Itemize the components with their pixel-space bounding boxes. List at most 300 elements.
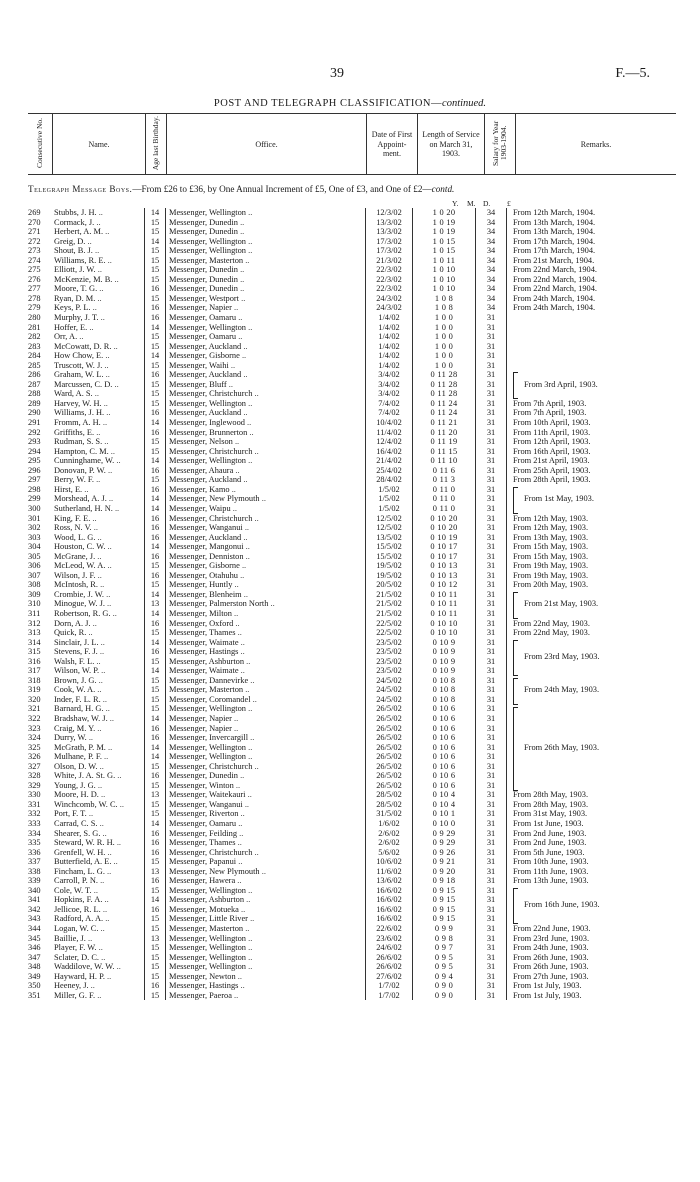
row-service: 0 10 9 xyxy=(413,666,476,676)
row-office: Messenger, Blenheim .. xyxy=(169,589,248,599)
row-number: 302 xyxy=(28,523,41,533)
row-date: 22/3/02 xyxy=(366,265,413,275)
row-office: Messenger, Paeroa .. xyxy=(169,990,239,1000)
row-age: 15 xyxy=(145,256,166,266)
row-remarks: From 11th April, 1903. xyxy=(513,427,591,437)
table-row xyxy=(28,323,676,333)
row-salary: 31 xyxy=(476,437,507,447)
leader-dots: .. xyxy=(104,971,112,981)
row-remarks xyxy=(507,695,677,705)
row-service: 0 9 20 xyxy=(413,867,476,877)
leader-dots: .. xyxy=(104,408,111,418)
row-number: 301 xyxy=(28,513,41,523)
col-age: Age last Birthday. xyxy=(146,114,167,175)
row-salary: 31 xyxy=(476,323,507,333)
row-date: 25/4/02 xyxy=(366,466,413,476)
row-office: Messenger, Oamaru .. xyxy=(169,332,243,342)
row-service: 0 10 6 xyxy=(413,714,476,724)
row-office: Messenger, Wellington .. xyxy=(169,456,253,466)
row-service: 0 10 6 xyxy=(413,704,476,714)
row-salary: 31 xyxy=(476,781,507,791)
row-date: 13/5/02 xyxy=(366,533,413,543)
group-remark: From 16th June, 1903. xyxy=(524,900,600,910)
row-number: 279 xyxy=(28,303,41,313)
leader-dots: .. xyxy=(103,914,110,924)
row-service: 0 10 9 xyxy=(413,657,476,667)
row-age: 15 xyxy=(145,704,166,714)
row-service: 0 9 7 xyxy=(413,943,476,953)
row-name: Craig, M. Y. .. xyxy=(54,723,102,733)
row-age: 16 xyxy=(145,733,166,743)
table-row xyxy=(28,590,676,600)
row-service: 0 11 3 xyxy=(413,475,476,485)
row-remarks: From 13th June, 1903. xyxy=(513,876,589,886)
leader-dots: .. xyxy=(102,895,109,905)
row-service: 0 9 15 xyxy=(413,905,476,915)
row-office: Messenger, Dunedin .. xyxy=(169,217,245,227)
row-service: 0 10 11 xyxy=(413,599,476,609)
table-row xyxy=(28,332,676,342)
row-remarks: From 28th May, 1903. xyxy=(513,790,589,800)
row-salary: 34 xyxy=(476,227,507,237)
leader-dots: .. xyxy=(95,293,102,303)
row-number: 290 xyxy=(28,408,41,418)
row-name: Cormack, J. .. xyxy=(54,217,101,227)
table-row xyxy=(28,218,676,228)
leader-dots: .. xyxy=(237,828,244,838)
row-age: 15 xyxy=(145,380,166,390)
column-header-table xyxy=(28,113,676,175)
leader-dots: .. xyxy=(238,904,246,914)
table-row xyxy=(28,914,676,924)
row-salary: 31 xyxy=(476,809,507,819)
table-row xyxy=(28,571,676,581)
row-number: 282 xyxy=(28,332,41,342)
row-salary: 31 xyxy=(476,313,507,323)
row-name: Quick, R. .. xyxy=(54,628,93,638)
table-row xyxy=(28,399,676,409)
row-service: 0 10 13 xyxy=(413,571,476,581)
row-name: Morshead, A. J. .. xyxy=(54,494,114,504)
row-service: 0 9 9 xyxy=(413,924,476,934)
row-number: 283 xyxy=(28,341,41,351)
row-service: 0 10 11 xyxy=(413,609,476,619)
row-service: 0 11 28 xyxy=(413,389,476,399)
row-remarks xyxy=(507,886,677,896)
row-salary: 34 xyxy=(476,303,507,313)
row-remarks: From 28th May, 1903. xyxy=(513,799,589,809)
row-service: 0 11 15 xyxy=(413,447,476,457)
row-salary: 31 xyxy=(476,934,507,944)
table-row xyxy=(28,943,676,953)
row-remarks: From 21st March, 1904. xyxy=(513,255,595,265)
row-age: 14 xyxy=(145,819,166,829)
row-number: 315 xyxy=(28,647,41,657)
leader-dots: .. xyxy=(86,733,94,743)
row-name: Radford, A. A. .. xyxy=(54,914,110,924)
row-date: 1/4/02 xyxy=(366,332,413,342)
row-remarks xyxy=(507,351,677,361)
row-age: 15 xyxy=(145,265,166,275)
section-text: —From £26 to £36, by One Annual Increment of £5, One of £3, and One of £2— xyxy=(132,184,432,194)
row-name: Keys, P. L. .. xyxy=(54,303,97,313)
row-age: 13 xyxy=(145,867,166,877)
row-name: Elliott, J. W. .. xyxy=(54,265,102,275)
row-remarks: From 10th April, 1903. xyxy=(513,418,591,428)
row-date: 12/5/02 xyxy=(366,514,413,524)
table-row xyxy=(28,303,676,313)
row-age: 15 xyxy=(145,943,166,953)
table-row xyxy=(28,227,676,237)
leader-dots: .. xyxy=(104,589,111,599)
row-date: 2/6/02 xyxy=(366,829,413,839)
row-office: Messenger, Auckland .. xyxy=(169,408,248,418)
row-service: 1 0 20 xyxy=(413,208,476,218)
leader-dots: .. xyxy=(117,799,124,809)
leader-dots: .. xyxy=(91,523,98,533)
row-salary: 31 xyxy=(476,571,507,581)
row-salary: 31 xyxy=(476,351,507,361)
row-salary: 31 xyxy=(476,523,507,533)
row-name: McGrane, J. .. xyxy=(54,551,102,561)
leader-dots: .. xyxy=(243,255,250,265)
row-remarks xyxy=(507,733,677,743)
row-number: 275 xyxy=(28,265,41,275)
row-service: 1 0 11 xyxy=(413,256,476,266)
row-remarks xyxy=(507,638,677,648)
row-remarks: From 21st April, 1903. xyxy=(513,456,590,466)
row-office: Messenger, Hastings .. xyxy=(169,647,245,657)
row-number: 343 xyxy=(28,914,41,924)
row-service: 0 11 28 xyxy=(413,370,476,380)
leader-dots: .. xyxy=(236,313,243,323)
row-service: 0 10 8 xyxy=(413,685,476,695)
row-age: 15 xyxy=(145,332,166,342)
group-brace xyxy=(513,592,518,619)
row-name: Graham, W. L. .. xyxy=(54,370,110,380)
row-date: 1/5/02 xyxy=(366,504,413,514)
row-date: 23/5/02 xyxy=(366,666,413,676)
row-salary: 31 xyxy=(476,695,507,705)
leader-dots: .. xyxy=(243,924,250,934)
leader-dots: .. xyxy=(95,551,102,561)
row-number: 329 xyxy=(28,780,41,790)
leader-dots: .. xyxy=(101,398,108,408)
leader-dots: .. xyxy=(246,322,253,332)
row-date: 1/6/02 xyxy=(366,819,413,829)
row-office: Messenger, Masterton .. xyxy=(169,924,250,934)
table-row xyxy=(28,619,676,629)
row-date: 22/5/02 xyxy=(366,619,413,629)
row-office: Messenger, Wellington .. xyxy=(169,962,253,972)
row-office: Messenger, Waimate .. xyxy=(169,666,245,676)
row-office: Messenger, Wellington .. xyxy=(169,208,253,217)
row-name: Player, F. W. .. xyxy=(54,943,103,953)
leader-dots: .. xyxy=(111,857,118,867)
row-name: Wood, L. G. .. xyxy=(54,532,102,542)
group-remark: From 23rd May, 1903. xyxy=(524,651,600,661)
leader-dots: .. xyxy=(239,351,247,361)
leader-dots: .. xyxy=(246,742,253,752)
row-date: 1/5/02 xyxy=(366,485,413,495)
row-number: 308 xyxy=(28,580,41,590)
row-date: 17/3/02 xyxy=(366,246,413,256)
leader-dots: .. xyxy=(96,208,103,217)
row-date: 26/5/02 xyxy=(366,724,413,734)
leader-dots: .. xyxy=(241,370,248,380)
row-office: Messenger, Newton .. xyxy=(169,971,242,981)
row-remarks: From 13th March, 1904. xyxy=(513,217,596,227)
leader-dots: .. xyxy=(246,236,253,246)
table-row xyxy=(28,275,676,285)
row-age: 14 xyxy=(145,895,166,905)
row-office: Messenger, Papanui .. xyxy=(169,857,243,867)
row-office: Messenger, Dunedin .. xyxy=(169,284,245,294)
row-name: Butterfield, A. E. .. xyxy=(54,857,118,867)
leader-dots: .. xyxy=(86,628,93,638)
row-office: Messenger, Wellington .. xyxy=(169,322,253,332)
row-number: 278 xyxy=(28,293,41,303)
row-service: 1 0 0 xyxy=(413,342,476,352)
row-date: 16/6/02 xyxy=(366,905,413,915)
row-number: 335 xyxy=(28,838,41,848)
table-row xyxy=(28,848,676,858)
row-service: 0 9 21 xyxy=(413,857,476,867)
row-service: 0 10 8 xyxy=(413,695,476,705)
row-office: Messenger, Mangonui .. xyxy=(169,542,250,552)
row-date: 24/5/02 xyxy=(366,695,413,705)
row-date: 24/3/02 xyxy=(366,303,413,313)
row-salary: 31 xyxy=(476,389,507,399)
group-brace xyxy=(513,678,518,705)
row-remarks xyxy=(507,323,677,333)
row-remarks xyxy=(507,724,677,734)
row-number: 333 xyxy=(28,819,41,828)
row-office: Messenger, Wellington .. xyxy=(169,885,253,895)
row-number: 325 xyxy=(28,742,41,752)
leader-dots: .. xyxy=(98,924,105,934)
row-age: 15 xyxy=(145,695,166,705)
leader-dots: .. xyxy=(111,341,118,351)
table-row xyxy=(28,609,676,619)
row-name: Stevens, F. J. .. xyxy=(54,647,105,657)
table-row xyxy=(28,552,676,562)
row-age: 16 xyxy=(145,981,166,991)
leader-dots: .. xyxy=(233,780,241,790)
row-service: 1 0 19 xyxy=(413,218,476,228)
leader-dots: .. xyxy=(112,274,119,284)
leader-dots: .. xyxy=(246,398,253,408)
row-salary: 31 xyxy=(476,542,507,552)
leader-dots: .. xyxy=(91,885,98,895)
leader-dots: .. xyxy=(250,694,257,704)
group-brace xyxy=(513,372,518,399)
row-number: 287 xyxy=(28,379,41,389)
leader-dots: .. xyxy=(237,274,245,284)
row-number: 322 xyxy=(28,713,41,723)
table-row xyxy=(28,265,676,275)
row-age: 15 xyxy=(145,685,166,695)
row-date: 27/6/02 xyxy=(366,972,413,982)
leader-dots: .. xyxy=(85,933,93,943)
row-service: 0 10 6 xyxy=(413,762,476,772)
row-number: 297 xyxy=(28,475,41,485)
row-number: 307 xyxy=(28,570,41,580)
row-remarks: From 19th May, 1903. xyxy=(513,561,589,571)
row-remarks xyxy=(507,332,677,342)
row-date: 22/6/02 xyxy=(366,924,413,934)
row-age: 15 xyxy=(145,437,166,447)
table-row xyxy=(28,714,676,724)
row-remarks: From 22nd March, 1904. xyxy=(513,284,597,294)
row-remarks: From 1st July, 1903. xyxy=(513,981,582,991)
row-remarks xyxy=(507,752,677,762)
leader-dots: .. xyxy=(236,332,243,342)
leader-dots: .. xyxy=(241,341,248,351)
col-consecutive: Consecutive No. xyxy=(28,114,53,175)
row-name: Cook, W. A. .. xyxy=(54,685,102,695)
row-number: 314 xyxy=(28,637,41,647)
leader-dots: .. xyxy=(85,236,92,246)
leader-dots: .. xyxy=(100,418,108,428)
row-service: 0 10 10 xyxy=(413,628,476,638)
leader-dots: .. xyxy=(112,379,119,389)
table-row xyxy=(28,408,676,418)
row-salary: 31 xyxy=(476,876,507,886)
leader-dots: .. xyxy=(233,618,240,628)
row-number: 309 xyxy=(28,589,41,599)
table-row xyxy=(28,819,676,829)
row-date: 5/6/02 xyxy=(366,848,413,858)
leader-dots: .. xyxy=(247,427,254,437)
row-remarks: From 26th June, 1903. xyxy=(513,962,589,972)
row-office: Messenger, Waihi .. xyxy=(169,360,236,370)
leader-dots: .. xyxy=(252,389,259,399)
row-name: Ward, A. S. .. xyxy=(54,389,99,399)
row-salary: 31 xyxy=(476,714,507,724)
leader-dots: .. xyxy=(268,599,275,609)
row-number: 323 xyxy=(28,723,41,733)
row-remarks xyxy=(507,313,677,323)
row-name: Berry, W. F. .. xyxy=(54,475,101,485)
row-office: Messenger, Wellington .. xyxy=(169,742,253,752)
leader-dots: .. xyxy=(77,332,84,342)
row-name: Carroll, P. N. .. xyxy=(54,876,105,886)
row-remarks: From 12th May, 1903. xyxy=(513,523,589,533)
row-remarks: From 22nd June, 1903. xyxy=(513,924,591,934)
leader-dots: .. xyxy=(246,943,253,953)
row-salary: 31 xyxy=(476,886,507,896)
row-age: 16 xyxy=(145,303,166,313)
row-name: Williams, J. H. .. xyxy=(54,408,111,418)
row-remarks: From 12th April, 1903. xyxy=(513,437,591,447)
row-name: Crombie, J. W. .. xyxy=(54,589,111,599)
table-row xyxy=(28,857,676,867)
row-age: 13 xyxy=(145,599,166,609)
table-row xyxy=(28,313,676,323)
row-office: Messenger, Ahaura .. xyxy=(169,465,240,475)
row-age: 16 xyxy=(145,485,166,495)
table-row xyxy=(28,256,676,266)
row-age: 15 xyxy=(145,657,166,667)
leader-dots: .. xyxy=(244,418,252,428)
row-date: 16/4/02 xyxy=(366,447,413,457)
row-number: 328 xyxy=(28,771,41,781)
row-service: 1 0 0 xyxy=(413,361,476,371)
row-name: Durry, W. .. xyxy=(54,733,94,743)
leader-dots: .. xyxy=(246,456,253,466)
row-service: 0 9 15 xyxy=(413,914,476,924)
leader-dots: .. xyxy=(95,780,103,790)
row-date: 12/3/02 xyxy=(366,208,413,218)
row-salary: 31 xyxy=(476,848,507,858)
title-main: POST AND TELEGRAPH CLASSIFICATION— xyxy=(213,98,443,109)
row-remarks: From 13th March, 1904. xyxy=(513,227,596,237)
table-row xyxy=(28,924,676,934)
table-row xyxy=(28,724,676,734)
leader-dots: .. xyxy=(246,933,253,943)
row-service: 0 10 10 xyxy=(413,619,476,629)
row-service: 0 11 0 xyxy=(413,504,476,514)
row-name: Miller, G. F. .. xyxy=(54,990,102,1000)
row-name: Mulhane, P. F. .. xyxy=(54,752,109,762)
leader-dots: .. xyxy=(87,322,94,332)
row-age: 15 xyxy=(145,991,166,1001)
leader-dots: .. xyxy=(252,847,259,857)
leader-dots: .. xyxy=(98,637,105,647)
leader-dots: .. xyxy=(90,303,97,313)
row-service: 0 11 6 xyxy=(413,466,476,476)
row-office: Messenger, Wellington .. xyxy=(169,398,253,408)
row-office: Messenger, Wellington .. xyxy=(169,952,253,962)
leader-dots: .. xyxy=(105,465,113,475)
row-name: Marcussen, C. D. .. xyxy=(54,379,119,389)
row-office: Messenger, Dunedin .. xyxy=(169,227,245,237)
row-office: Messenger, Oamaru .. xyxy=(169,819,243,828)
row-office: Messenger, Christchurch .. xyxy=(169,513,259,523)
row-number: 324 xyxy=(28,733,41,743)
leader-dots: .. xyxy=(236,857,243,867)
row-number: 349 xyxy=(28,971,41,981)
row-name: Heeney, J. .. xyxy=(54,981,95,991)
row-service: 1 0 15 xyxy=(413,246,476,256)
leader-dots: .. xyxy=(97,284,104,294)
row-number: 285 xyxy=(28,360,41,370)
leader-dots: .. xyxy=(115,771,122,781)
leader-dots: .. xyxy=(95,532,102,542)
row-remarks xyxy=(507,666,677,676)
leader-dots: .. xyxy=(237,771,245,781)
row-number: 311 xyxy=(28,608,41,618)
row-number: 291 xyxy=(28,418,41,428)
leader-dots: .. xyxy=(238,637,245,647)
table-row xyxy=(28,342,676,352)
row-office: Messenger, Christchurch .. xyxy=(169,446,259,456)
row-date: 26/6/02 xyxy=(366,953,413,963)
section-suffix: contd. xyxy=(431,184,455,194)
leader-dots: .. xyxy=(233,465,240,475)
row-name: Dorn, A. J. .. xyxy=(54,618,97,628)
row-date: 22/3/02 xyxy=(366,275,413,285)
row-date: 1/4/02 xyxy=(366,323,413,333)
leader-dots: .. xyxy=(105,847,112,857)
row-number: 295 xyxy=(28,456,41,466)
row-office: Messenger, Gisborne .. xyxy=(169,351,247,361)
table-row xyxy=(28,800,676,810)
row-salary: 34 xyxy=(476,218,507,228)
row-name: Orr, A. .. xyxy=(54,332,84,342)
row-name: Jellicoe, R. L. .. xyxy=(54,904,108,914)
